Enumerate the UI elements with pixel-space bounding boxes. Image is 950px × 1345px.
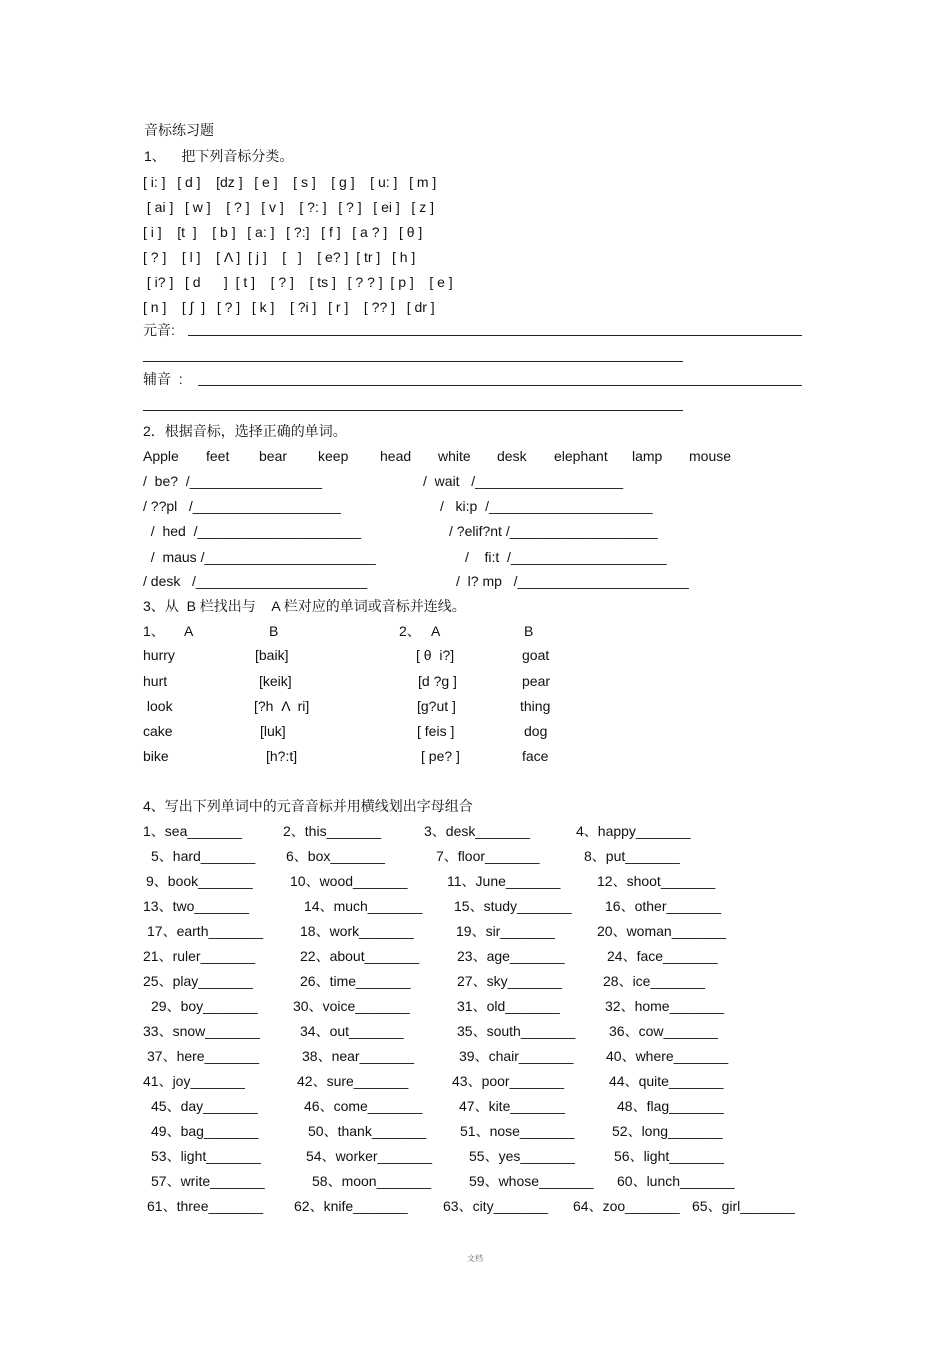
vowel-exercise-item[interactable]: 3、desk_______ [424, 823, 530, 839]
phonetic-row: [ ai ] [ w ] [ ? ] [ v ] [ ?: ] [ ? ] [ ei ] [ z ] [143, 199, 434, 215]
column-b-header: B [524, 623, 534, 639]
consonant-answer-line-2[interactable] [143, 410, 683, 411]
vowel-exercise-item[interactable]: 63、city_______ [443, 1198, 549, 1214]
phonetic-blank[interactable]: / hed /_____________________ [143, 523, 361, 539]
vowel-exercise-item[interactable]: 50、thank_______ [308, 1123, 427, 1139]
vowel-exercise-item[interactable]: 5、hard_______ [151, 848, 256, 864]
consonant-answer-line[interactable] [198, 385, 802, 386]
vowel-exercise-item[interactable]: 42、sure_______ [297, 1073, 409, 1089]
match-item[interactable]: look [143, 698, 173, 714]
vowel-exercise-item[interactable]: 52、long_______ [612, 1123, 723, 1139]
vowel-exercise-item[interactable]: 57、write_______ [151, 1173, 265, 1189]
vowel-exercise-item[interactable]: 6、box_______ [286, 848, 385, 864]
phonetic-blank[interactable]: / wait /___________________ [423, 473, 624, 489]
group-2-number: 2、 [399, 623, 421, 639]
match-item[interactable]: pear [522, 673, 551, 689]
vowel-label: 元音: [143, 322, 175, 338]
vowel-exercise-item[interactable]: 62、knife_______ [294, 1198, 408, 1214]
vowel-exercise-item[interactable]: 37、here_______ [147, 1048, 260, 1064]
vowel-exercise-item[interactable]: 32、home_______ [605, 998, 725, 1014]
section-2-heading: 2．根据音标，选择正确的单词。 [143, 423, 347, 439]
phonetic-row: [ ? ] [ l ] [ Λ ] [ j ] [ ] [ e? ] [ tr ] [ h ] [143, 249, 416, 265]
vowel-exercise-item[interactable]: 17、earth_______ [147, 923, 263, 939]
word-option: lamp [632, 448, 663, 464]
vowel-exercise-item[interactable]: 45、day_______ [151, 1098, 258, 1114]
vowel-exercise-item[interactable]: 36、cow_______ [609, 1023, 718, 1039]
vowel-exercise-item[interactable]: 25、play_______ [143, 973, 253, 989]
vowel-exercise-item[interactable]: 28、ice_______ [603, 973, 705, 989]
match-item[interactable]: hurry [143, 647, 175, 663]
vowel-exercise-item[interactable]: 49、bag_______ [151, 1123, 259, 1139]
match-item[interactable]: [h?:t] [266, 748, 298, 764]
vowel-exercise-item[interactable]: 56、light_______ [614, 1148, 724, 1164]
vowel-exercise-item[interactable]: 58、moon_______ [312, 1173, 432, 1189]
vowel-exercise-item[interactable]: 13、two_______ [143, 898, 249, 914]
vowel-exercise-item[interactable]: 18、work_______ [300, 923, 414, 939]
match-item[interactable]: [ θ i?] [416, 647, 455, 663]
phonetic-blank[interactable]: / maus /______________________ [143, 549, 376, 565]
match-item[interactable]: bike [143, 748, 169, 764]
word-option: head [380, 448, 412, 464]
word-option: desk [497, 448, 527, 464]
vowel-exercise-item[interactable]: 64、zoo_______ [573, 1198, 680, 1214]
phonetic-blank[interactable]: / ki:p /_____________________ [440, 498, 653, 514]
vowel-exercise-item[interactable]: 51、nose_______ [460, 1123, 575, 1139]
section-4-heading: 4、写出下列单词中的元音音标并用横线划出字母组合 [143, 798, 473, 814]
vowel-exercise-item[interactable]: 15、study_______ [454, 898, 572, 914]
match-item[interactable]: face [522, 748, 549, 764]
match-item[interactable]: [luk] [260, 723, 286, 739]
vowel-exercise-item[interactable]: 27、sky_______ [457, 973, 563, 989]
vowel-exercise-item[interactable]: 24、face_______ [607, 948, 718, 964]
phonetic-blank[interactable]: / ??pl /___________________ [143, 498, 341, 514]
column-b-header: B [269, 623, 279, 639]
vowel-exercise-item[interactable]: 38、near_______ [302, 1048, 415, 1064]
vowel-exercise-item[interactable]: 59、whose_______ [469, 1173, 594, 1189]
vowel-exercise-item[interactable]: 20、woman_______ [597, 923, 727, 939]
vowel-exercise-item[interactable]: 23、age_______ [457, 948, 565, 964]
section-3-heading: 3、从 B 栏找出与 A 栏对应的单词或音标并连线。 [143, 598, 466, 614]
vowel-exercise-item[interactable]: 2、this_______ [283, 823, 382, 839]
vowel-exercise-item[interactable]: 30、voice_______ [293, 998, 410, 1014]
match-item[interactable]: hurt [143, 673, 168, 689]
section-1-heading: 1、 把下列音标分类。 [144, 148, 294, 164]
group-1-number: 1、 [143, 623, 165, 639]
word-option: feet [206, 448, 230, 464]
match-item[interactable]: [d ?g ] [418, 673, 457, 689]
match-item[interactable]: dog [524, 723, 548, 739]
vowel-exercise-item[interactable]: 60、lunch_______ [617, 1173, 735, 1189]
vowel-exercise-item[interactable]: 22、about_______ [300, 948, 420, 964]
vowel-exercise-item[interactable]: 48、flag_______ [617, 1098, 724, 1114]
vowel-exercise-item[interactable]: 35、south_______ [457, 1023, 576, 1039]
vowel-exercise-item[interactable]: 14、much_______ [304, 898, 423, 914]
match-item[interactable]: thing [520, 698, 551, 714]
consonant-label: 辅音 : [143, 371, 183, 387]
vowel-exercise-item[interactable]: 8、put_______ [584, 848, 680, 864]
word-option: white [438, 448, 471, 464]
match-item[interactable]: [keik] [259, 673, 292, 689]
phonetic-row: [ n ] [ ∫ ] [ ? ] [ k ] [ ?i ] [ r ] [ ?? ] [ dr ] [143, 299, 435, 315]
vowel-exercise-item[interactable]: 53、light_______ [151, 1148, 261, 1164]
vowel-exercise-item[interactable]: 7、floor_______ [436, 848, 540, 864]
vowel-exercise-item[interactable]: 41、joy_______ [143, 1073, 245, 1089]
match-item[interactable]: [ pe? ] [421, 748, 460, 764]
vowel-exercise-item[interactable]: 44、quite_______ [609, 1073, 724, 1089]
vowel-answer-line[interactable] [188, 335, 802, 336]
vowel-exercise-item[interactable]: 29、boy_______ [151, 998, 258, 1014]
vowel-exercise-item[interactable]: 61、three_______ [147, 1198, 263, 1214]
vowel-exercise-item[interactable]: 34、out_______ [300, 1023, 404, 1039]
vowel-exercise-item[interactable]: 21、ruler_______ [143, 948, 256, 964]
vowel-exercise-item[interactable]: 4、happy_______ [576, 823, 691, 839]
phonetic-blank[interactable]: / l? mp /______________________ [456, 573, 689, 589]
vowel-exercise-item[interactable]: 33、snow_______ [143, 1023, 260, 1039]
phonetic-row: [ i: ] [ d ] [dz ] [ e ] [ s ] [ g ] [ u: ] [ m ] [143, 174, 437, 190]
phonetic-blank[interactable]: / ?elif?nt /___________________ [449, 523, 658, 539]
page-title: 音标练习题 [144, 122, 214, 138]
phonetic-blank[interactable]: / desk /______________________ [143, 573, 368, 589]
vowel-exercise-item[interactable]: 54、worker_______ [306, 1148, 433, 1164]
match-item[interactable]: [?h Λ ri] [254, 698, 310, 714]
word-option: bear [259, 448, 288, 464]
column-a-header: A [184, 623, 194, 639]
vowel-exercise-item[interactable]: 47、kite_______ [459, 1098, 565, 1114]
vowel-exercise-item[interactable]: 19、sir_______ [456, 923, 555, 939]
vowel-exercise-item[interactable]: 10、wood_______ [290, 873, 408, 889]
vowel-exercise-item[interactable]: 40、where_______ [606, 1048, 729, 1064]
vowel-exercise-item[interactable]: 55、yes_______ [469, 1148, 575, 1164]
footer-label: 文档 [467, 1254, 483, 1263]
match-item[interactable]: [g?ut ] [417, 698, 456, 714]
word-option: Apple [143, 448, 179, 464]
vowel-exercise-item[interactable]: 12、shoot_______ [597, 873, 716, 889]
word-option: mouse [689, 448, 732, 464]
match-item[interactable]: [baik] [255, 647, 289, 663]
vowel-exercise-item[interactable]: 1、sea_______ [143, 823, 242, 839]
word-option: elephant [554, 448, 608, 464]
word-option: keep [318, 448, 349, 464]
vowel-exercise-item[interactable]: 65、girl_______ [692, 1198, 795, 1214]
match-item[interactable]: cake [143, 723, 173, 739]
vowel-answer-line-2[interactable] [143, 361, 683, 362]
vowel-exercise-item[interactable]: 39、chair_______ [459, 1048, 574, 1064]
phonetic-row: [ i? ] [ d ] [ t ] [ ? ] [ ts ] [ ? ? ] [ p ] [ e ] [143, 274, 453, 290]
match-item[interactable]: goat [522, 647, 550, 663]
vowel-exercise-item[interactable]: 26、time_______ [300, 973, 411, 989]
vowel-exercise-item[interactable]: 11、June_______ [447, 873, 561, 889]
vowel-exercise-item[interactable]: 43、poor_______ [452, 1073, 565, 1089]
phonetic-blank[interactable]: / be? /_________________ [143, 473, 323, 489]
vowel-exercise-item[interactable]: 46、come_______ [304, 1098, 423, 1114]
phonetic-blank[interactable]: / fi:t /____________________ [465, 549, 667, 565]
phonetic-row: [ i ] [t ] [ b ] [ a: ] [ ?:] [ f ] [ a ? ] [ θ ] [143, 224, 423, 240]
column-a-header: A [431, 623, 441, 639]
vowel-exercise-item[interactable]: 9、book_______ [146, 873, 253, 889]
vowel-exercise-item[interactable]: 16、other_______ [605, 898, 721, 914]
match-item[interactable]: [ feis ] [417, 723, 455, 739]
vowel-exercise-item[interactable]: 31、old_______ [457, 998, 560, 1014]
